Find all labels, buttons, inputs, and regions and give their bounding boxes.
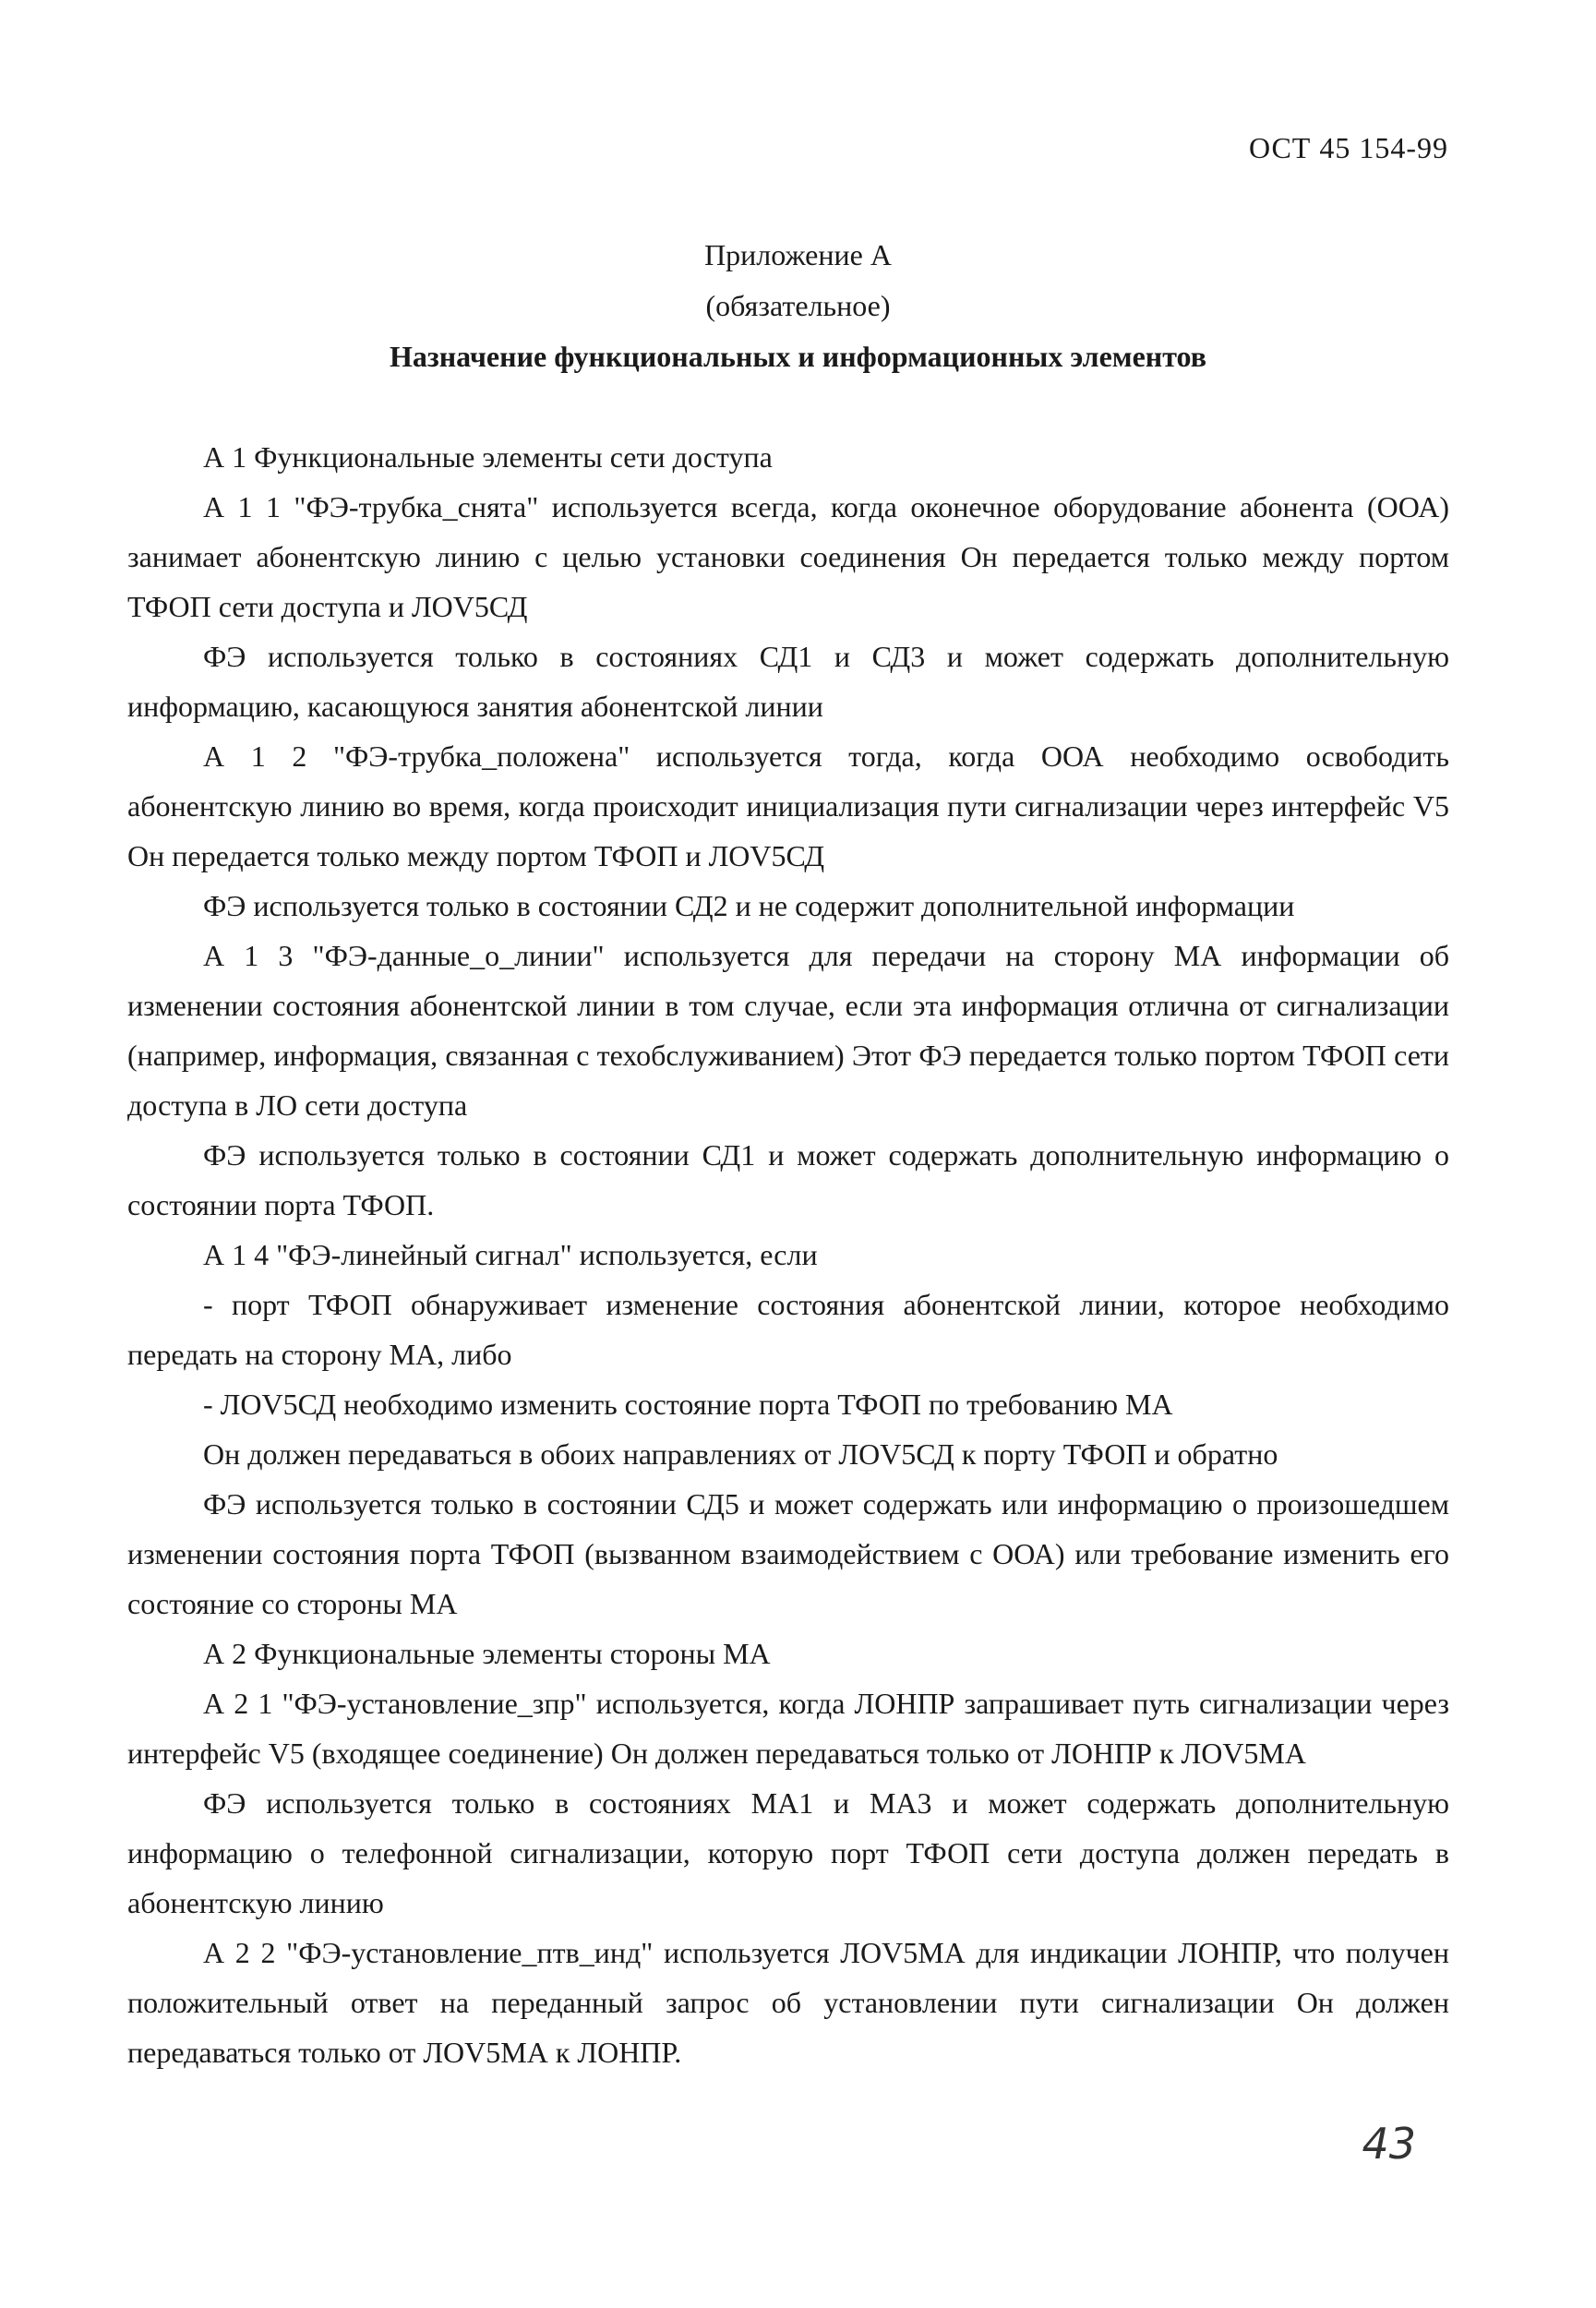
section-a1-heading: А 1 Функциональные элементы сети доступа bbox=[203, 440, 773, 474]
clause-a22: А 2 2 "ФЭ-установление_птв_инд" используется ЛОV5МА для индикации ЛОНПР, что получен положительный ответ на переданный запрос об установлении пути сигнализации Он должен передаваться только от ЛОV5МА к ЛОНПР. bbox=[127, 1936, 1449, 2069]
document-code: ОСТ 45 154-99 bbox=[1248, 131, 1448, 164]
clause-a14: А 1 4 "ФЭ-линейный сигнал" используется, если bbox=[203, 1238, 818, 1271]
list-item: - ЛОV5СД необходимо изменить состояние порта ТФОП по требованию МА bbox=[203, 1388, 1173, 1421]
body-text bbox=[127, 432, 1449, 2077]
appendix-subject: Назначение функциональных и информационных элементов bbox=[389, 340, 1207, 373]
clause-a12: А 1 2 "ФЭ-трубка_положена" используется тогда, когда ООА необходимо освободить абонентскую линию во время, когда происходит инициализация пути сигнализации через интерфейс V5 Он передается только между портом ТФОП и ЛОV5СД bbox=[127, 739, 1449, 872]
section-a2-heading: А 2 Функциональные элементы стороны МА bbox=[203, 1637, 771, 1670]
appendix-status: (обязательное) bbox=[705, 289, 891, 322]
clause-a11: А 1 1 "ФЭ-трубка_снята" используется всегда, когда оконечное оборудование абонента (ООА) занимает абонентскую линию с целью установки соединения Он передается только между портом ТФОП сети доступа и ЛОV5СД bbox=[127, 490, 1449, 623]
paragraph: ФЭ используется только в состояниях МА1 и МА3 и может содержать дополнительную информацию о телефонной сигнализации, которую порт ТФОП сети доступа должен передать в абонентскую линию bbox=[127, 1786, 1449, 1919]
paragraph: ФЭ используется только в состояниях СД1 и СД3 и может содержать дополнительную информацию, касающуюся занятия абонентской линии bbox=[127, 640, 1449, 723]
paragraph: Он должен передаваться в обоих направлениях от ЛОV5СД к порту ТФОП и обратно bbox=[203, 1437, 1278, 1471]
appendix-title: Приложение А bbox=[704, 238, 892, 271]
paragraph: ФЭ используется только в состоянии СД5 и может содержать или информацию о произошедшем изменении состояния порта ТФОП (вызванном взаимодействием с ООА) или требование изменить его состояние со стороны МА bbox=[127, 1487, 1449, 1620]
list-item: - порт ТФОП обнаруживает изменение состояния абонентской линии, которое необходимо передать на сторону МА, либо bbox=[127, 1288, 1449, 1371]
page-number: 43 bbox=[1362, 2119, 1416, 2169]
paragraph: ФЭ используется только в состоянии СД2 и не содержит дополнительной информации bbox=[203, 889, 1295, 922]
clause-a21: А 2 1 "ФЭ-установление_зпр" используется, когда ЛОНПР запрашивает путь сигнализации через интерфейс V5 (входящее соединение) Он должен передаваться только от ЛОНПР к ЛОV5МА bbox=[127, 1687, 1449, 1770]
paragraph: ФЭ используется только в состоянии СД1 и может содержать дополнительную информацию о состоянии порта ТФОП. bbox=[127, 1138, 1449, 1221]
clause-a13: А 1 3 "ФЭ-данные_о_линии" используется для передачи на сторону МА информации об изменении состояния абонентской линии в том случае, если эта информация отлична от сигнализации (например, информация, связанная с техобслуживанием) Этот ФЭ передается только портом ТФОП сети доступа в ЛО сети доступа bbox=[127, 939, 1449, 1122]
